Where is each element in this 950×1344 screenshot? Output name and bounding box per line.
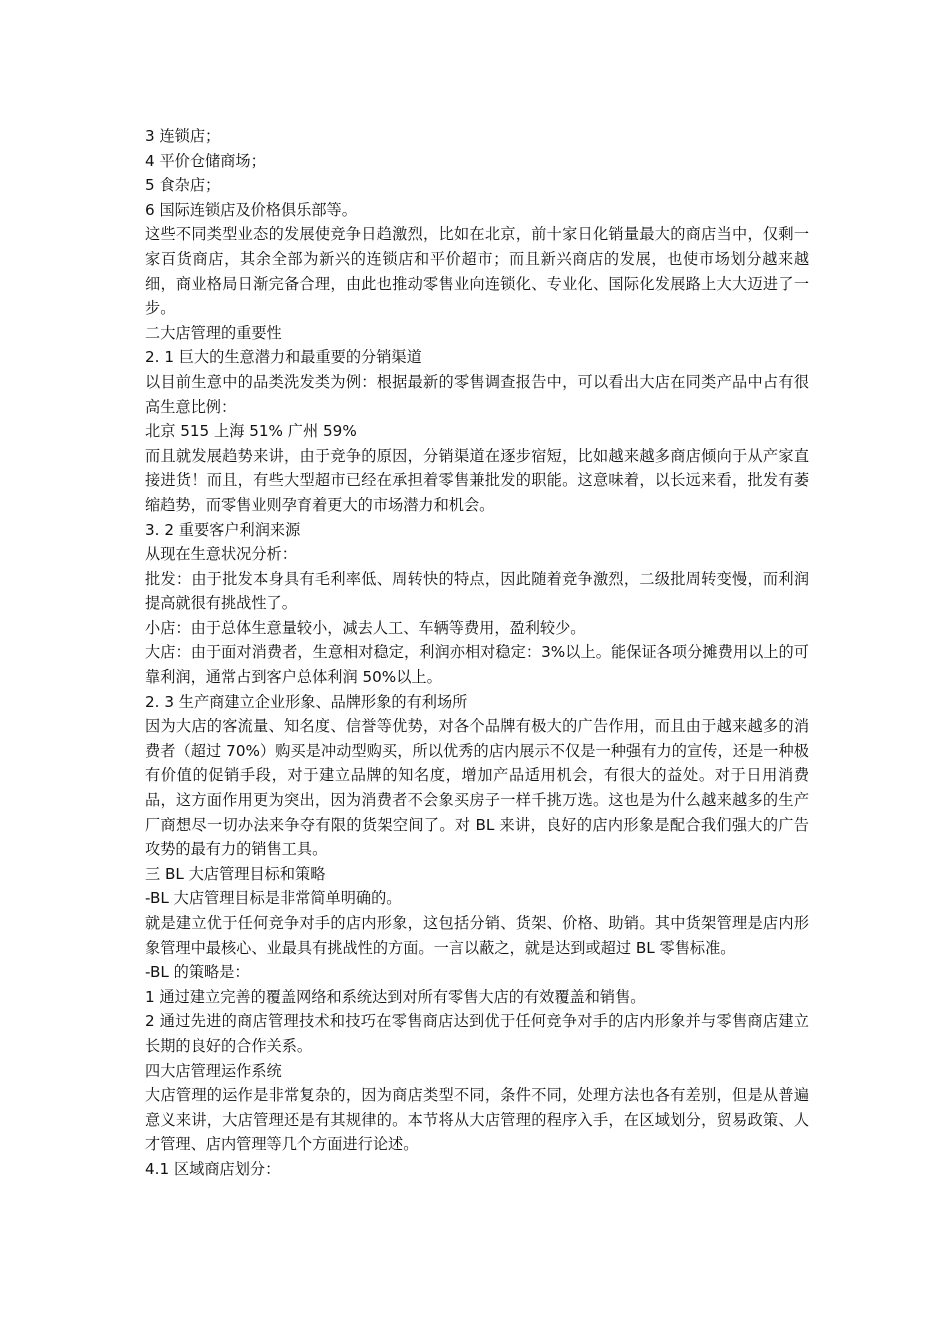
paragraph-large-store: 大店：由于面对消费者，生意相对稳定，利润亦相对稳定：3%以上。能保证各项分摊费用以上的可靠利润，通常占到客户总体利润 50%以上。 bbox=[145, 643, 809, 687]
section-heading-4: 四大店管理运作系统 bbox=[145, 1061, 282, 1080]
paragraph-operation: 大店管理的运作是非常复杂的，因为商店类型不同，条件不同，处理方法也各有差别，但是从普遍意义来讲，大店管理还是有其规律的。本节将从大店管理的程序入手，在区域划分，贸易政策、人才管理、店内管理等几个方面进行论述。 bbox=[145, 1086, 809, 1154]
paragraph-strategy-intro: -BL 的策略是： bbox=[145, 963, 250, 982]
subheading-4-1: 4.1 区域商店划分： bbox=[145, 1159, 281, 1178]
list-item-grocery-store: 5 食杂店； bbox=[145, 176, 221, 195]
list-item-strategy-2: 2 通过先进的商店管理技术和技巧在零售商店达到优于任何竞争对手的店内形象并与零售商店建立长期的良好的合作关系。 bbox=[145, 1012, 809, 1055]
paragraph-analysis-intro: 从现在生意状况分析： bbox=[145, 545, 297, 564]
paragraph-competition: 这些不同类型业态的发展使竞争日趋激烈，比如在北京，前十家日化销量最大的商店当中，仅剩一家百货商店，其余全部为新兴的连锁店和平价超市；而且新兴商店的发展，也使市场划分越来越细，商业格局日渐完备合理，由此也推动零售业向连锁化、专业化、国际化发展路上大大迈进了一步。 bbox=[145, 225, 809, 318]
paragraph-city-shares: 北京 515 上海 51% 广州 59% bbox=[145, 422, 357, 441]
paragraph-wholesale: 批发：由于批发本身具有毛利率低、周转快的特点，因此随着竞争激烈，二级批周转变慢，而利润提高就很有挑战性了。 bbox=[145, 569, 809, 613]
list-item-warehouse-store: 4 平价仓储商场； bbox=[145, 151, 266, 170]
section-heading-3: 三 BL 大店管理目标和策略 bbox=[145, 864, 326, 883]
list-item-chain-store: 3 连锁店； bbox=[145, 127, 221, 145]
paragraph-trend: 而且就发展趋势来讲，由于竞争的原因，分销渠道在逐步宿短，比如越来越多商店倾向于从产家直接进货！而且，有些大型超市已经在承担着零售兼批发的职能。这意味着，以长远来看，批发有萎缩趋势，而零售业则孕育着更大的市场潜力和机会。 bbox=[145, 446, 809, 514]
paragraph-category-example: 以目前生意中的品类洗发类为例：根据最新的零售调查报告中，可以看出大店在同类产品中占有很高生意比例： bbox=[145, 372, 809, 416]
subheading-3-2: 3. 2 重要客户利润来源 bbox=[145, 520, 301, 539]
paragraph-goal: -BL 大店管理目标是非常简单明确的。 bbox=[145, 889, 402, 908]
section-heading-2: 二大店管理的重要性 bbox=[145, 323, 282, 342]
paragraph-small-store: 小店：由于总体生意量较小，减去人工、车辆等费用，盈利较少。 bbox=[145, 618, 586, 637]
subheading-2-3: 2. 3 生产商建立企业形象、品牌形象的有利场所 bbox=[145, 692, 468, 711]
subheading-2-1: 2. 1 巨大的生意潜力和最重要的分销渠道 bbox=[145, 348, 422, 367]
paragraph-goal-detail: 就是建立优于任何竞争对手的店内形象，这包括分销、货架、价格、助销。其中货架管理是店内形象管理中最核心、业最具有挑战性的方面。一言以蔽之，就是达到或超过 BL 零售标准。 bbox=[145, 914, 809, 957]
list-item-international-chain: 6 国际连锁店及价格俱乐部等。 bbox=[145, 200, 357, 219]
document-page bbox=[145, 124, 809, 1182]
list-item-strategy-1: 1 通过建立完善的覆盖网络和系统达到对所有零售大店的有效覆盖和销售。 bbox=[145, 987, 646, 1006]
paragraph-brand-image: 因为大店的客流量、知名度、信誉等优势，对各个品牌有极大的广告作用，而且由于越来越多的消费者（超过 70%）购买是冲动型购买，所以优秀的店内展示不仅是一种强有力的宣传，还是一种极有价值的促销手段，对于建立品牌的知名度，增加产品适用机会，有很大的益处。对于日用消费品，这方面作用更为突出，因为消费者不会象买房子一样千挑万选。这也是为什么越来越多的生产厂商想尽一切办法来争夺有限的货架空间了。对 BL 来讲，良好的店内形象是配合我们强大的广告攻势的最有力的销售工具。 bbox=[145, 717, 809, 859]
